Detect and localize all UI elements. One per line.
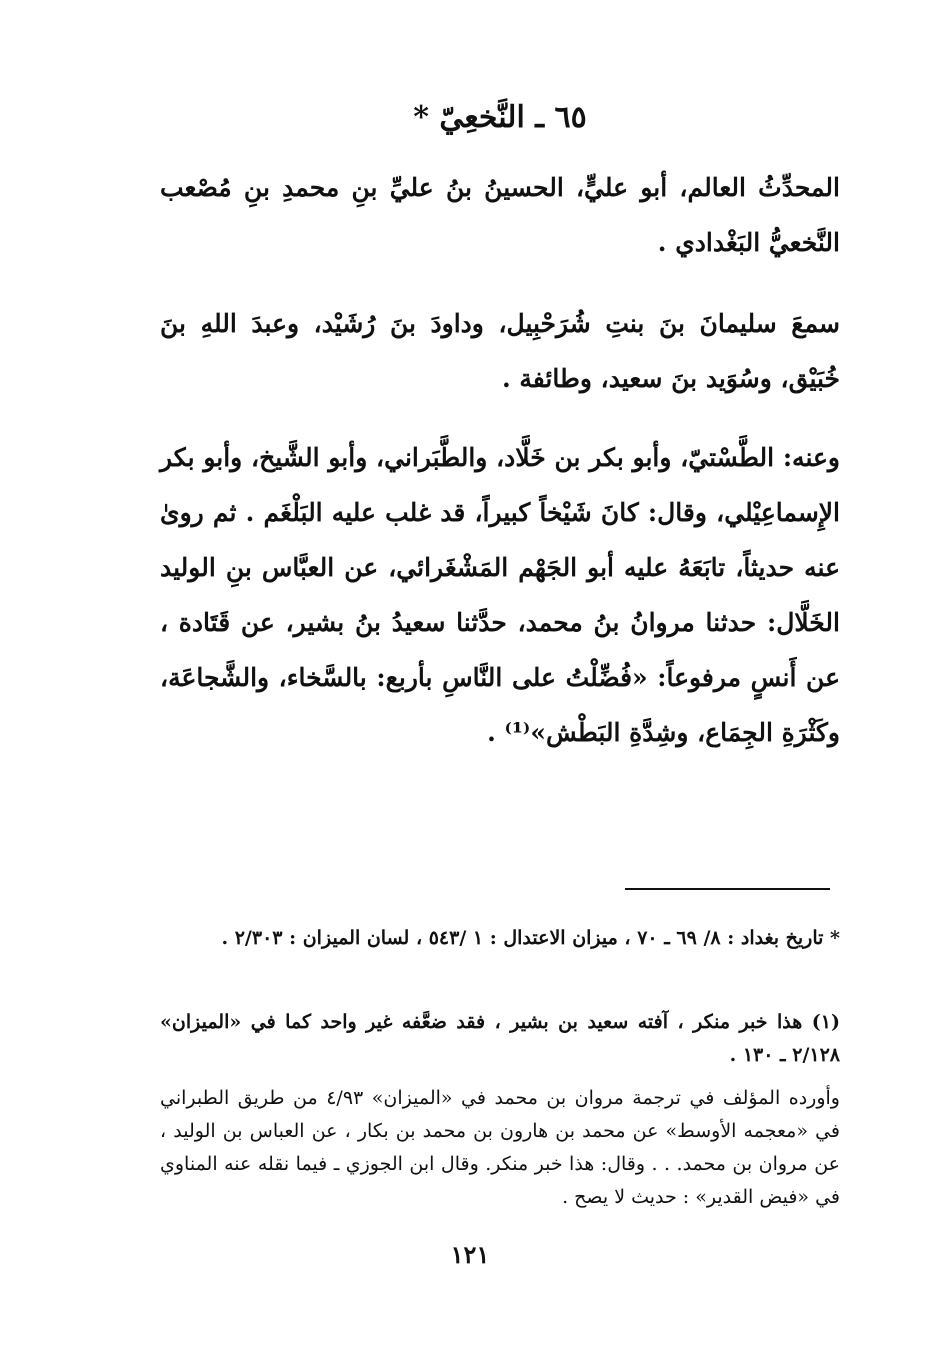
bio-paragraph bbox=[160, 160, 840, 270]
footnote-1-continued bbox=[160, 1082, 840, 1214]
page-number: ١٢١ bbox=[450, 1240, 490, 1269]
footnote-sources-text: * تاريخ بغداد : ٨/ ٦٩ ـ ٧٠ ، ميزان الاعتدال : ١ /٥٤٣ ، لسان الميزان : ٢/٣٠٣ . bbox=[221, 927, 840, 949]
entry-title: ٦٥ ـ النَّخعِيّ * bbox=[413, 100, 587, 135]
bio-text: المحدِّثُ العالم، أبو عليٍّ، الحسينُ بنُ عليِّ بنِ محمدِ بنِ مُصْعب النَّخعيُّ البَغْدادي . bbox=[160, 173, 840, 257]
narrators-text: وعنه: الطَّسْتيّ، وأبو بكر بن خَلَّاد، والطَّبَراني، وأبو الشَّيخ، وأبو بكر الإِسماعِيْلي، وقال: كانَ شَيْخاً كبيراً، قد غلب عليه البَلْغَم . ثم روىٰ عنه حديثاً، تابَعَهُ عليه أبو الجَهْم المَشْغَرائي، عن العبَّاس بنِ الوليد الخَلَّال: حدثنا مروانُ بنُ محمد، حدَّثنا سعيدُ بنُ بشير، عن قَتَادة ، عن أَنسٍ مرفوعاً: «فُضِّلْتُ على النَّاسِ بأربع: بالسَّخاء، والشَّجاعَة، وكَثْرَةِ الجِمَاع، وشِدَّةِ البَطْش»⁽¹⁾ . bbox=[160, 443, 840, 747]
footnote-separator bbox=[625, 888, 830, 890]
narrators-paragraph bbox=[160, 430, 840, 760]
heard-from-text: سمعَ سليمانَ بنَ بنتِ شُرَحْبِيل، وداودَ بنَ رُشَيْد، وعبدَ اللهِ بنَ خُبَيْق، وسُوَيد بنَ سعيد، وطائفة . bbox=[160, 309, 840, 393]
footnote-1 bbox=[160, 1006, 840, 1072]
footnote-1-continued-text: وأورده المؤلف في ترجمة مروان بن محمد في «الميزان» ٤/٩٣ من طريق الطبراني في «معجمه الأوسط» عن محمد بن هارون بن محمد بن بكار ، عن العباس بن الوليد ، عن مروان بن محمد. . . وقال: هذا خبر منكر. وقال ابن الجوزي ـ فيما نقله عنه المناوي في «فيض القدير» : حديث لا يصح . bbox=[160, 1087, 840, 1208]
footnote-sources bbox=[160, 922, 840, 955]
heard-from-paragraph bbox=[160, 296, 840, 406]
footnote-1-text: (١) هذا خبر منكر ، آفته سعيد بن بشير ، فقد ضعَّفه غير واحد كما في «الميزان» ٢/١٢٨ ـ ١٣٠ . bbox=[160, 1011, 840, 1066]
